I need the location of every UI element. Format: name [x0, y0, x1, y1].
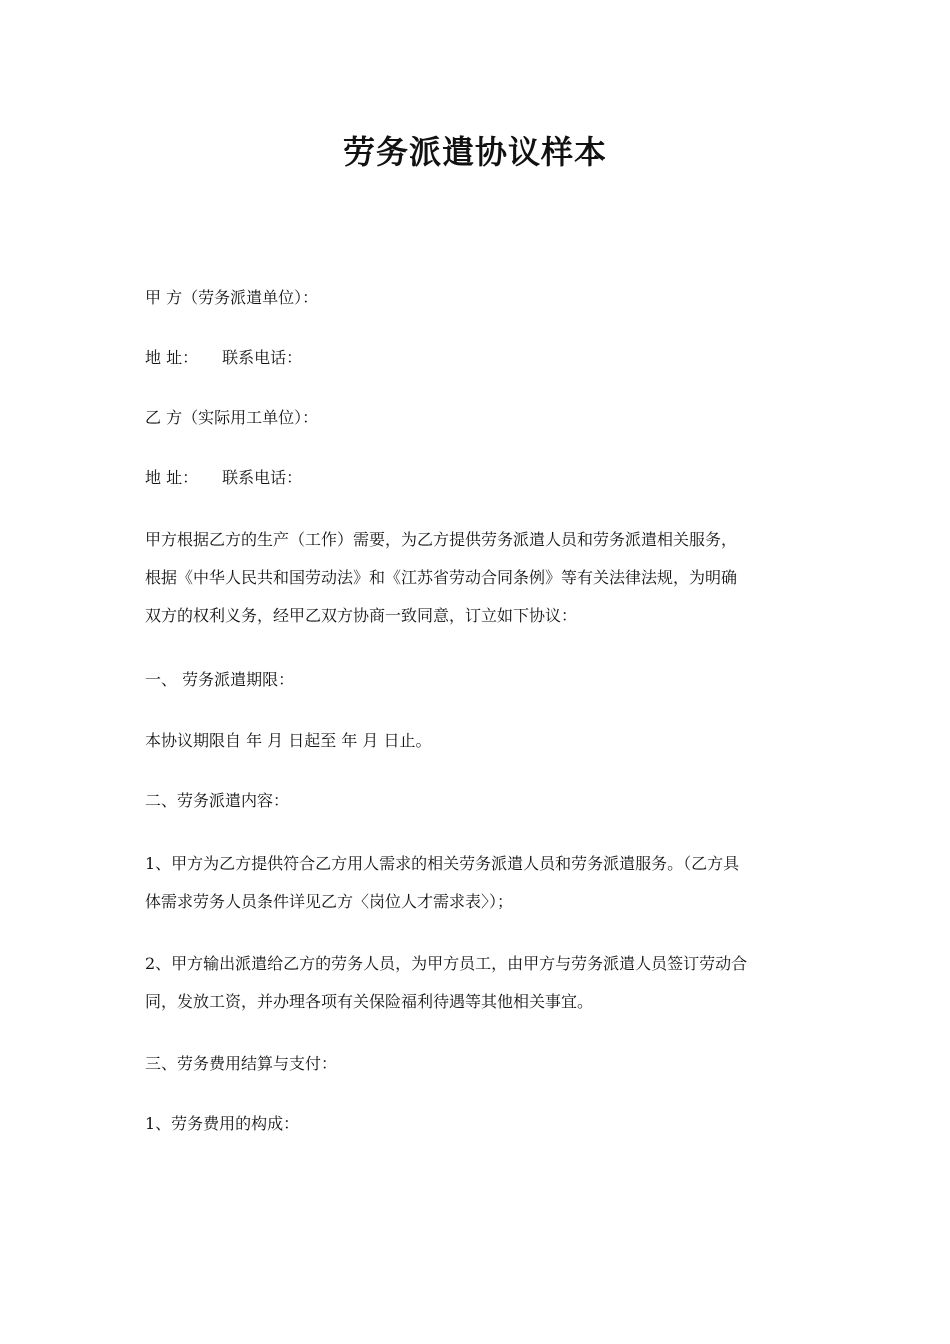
phone-b-label: 联系电话： [222, 468, 303, 487]
address-b-label: 地 址： [145, 468, 199, 487]
intro-line: 甲方根据乙方的生产（工作）需要，为乙方提供劳务派遣人员和劳务派遣相关服务， [145, 530, 738, 549]
party-b-contact-line [145, 470, 810, 486]
section-2-heading: 二、劳务派遣内容： [145, 791, 290, 810]
section-2-item-1 [145, 845, 810, 921]
intro-line: 根据《中华人民共和国劳动法》和《江苏省劳动合同条例》等有关法律法规，为明确 [145, 568, 738, 587]
party-a-contact-line [145, 350, 810, 366]
section-2-item-1-line: 1、甲方为乙方提供符合乙方用人需求的相关劳务派遣人员和劳务派遣服务。（乙方具 [145, 854, 740, 873]
section-2-item-1-line: 体需求劳务人员条件详见乙方〈岗位人才需求表〉）； [145, 892, 514, 911]
section-1-text: 本协议期限自 年 月 日起至 年 月 日止。 [145, 731, 432, 750]
section-2-item-2 [145, 945, 810, 1021]
section-2-item-2-line: 同，发放工资，并办理各项有关保险福利待遇等其他相关事宜。 [145, 992, 594, 1011]
party-b-line: 乙 方（实际用工单位）： [145, 408, 319, 427]
party-a-line: 甲 方（劳务派遣单位）： [145, 288, 319, 307]
document-title: 劳务派遣协议样本 [342, 133, 607, 171]
section-2-item-2-line: 2、甲方输出派遣给乙方的劳务人员，为甲方员工，由甲方与劳务派遣人员签订劳动合 [145, 954, 748, 973]
intro-line: 双方的权利义务，经甲乙双方协商一致同意，订立如下协议： [145, 606, 578, 625]
section-3-item-1: 1、劳务费用的构成： [145, 1114, 300, 1133]
section-1-heading: 一、 劳务派遣期限： [145, 670, 295, 689]
phone-a-label: 联系电话： [222, 348, 303, 367]
address-a-label: 地 址： [145, 348, 199, 367]
section-3-heading: 三、劳务费用结算与支付： [145, 1054, 338, 1073]
intro-paragraph [145, 521, 810, 635]
